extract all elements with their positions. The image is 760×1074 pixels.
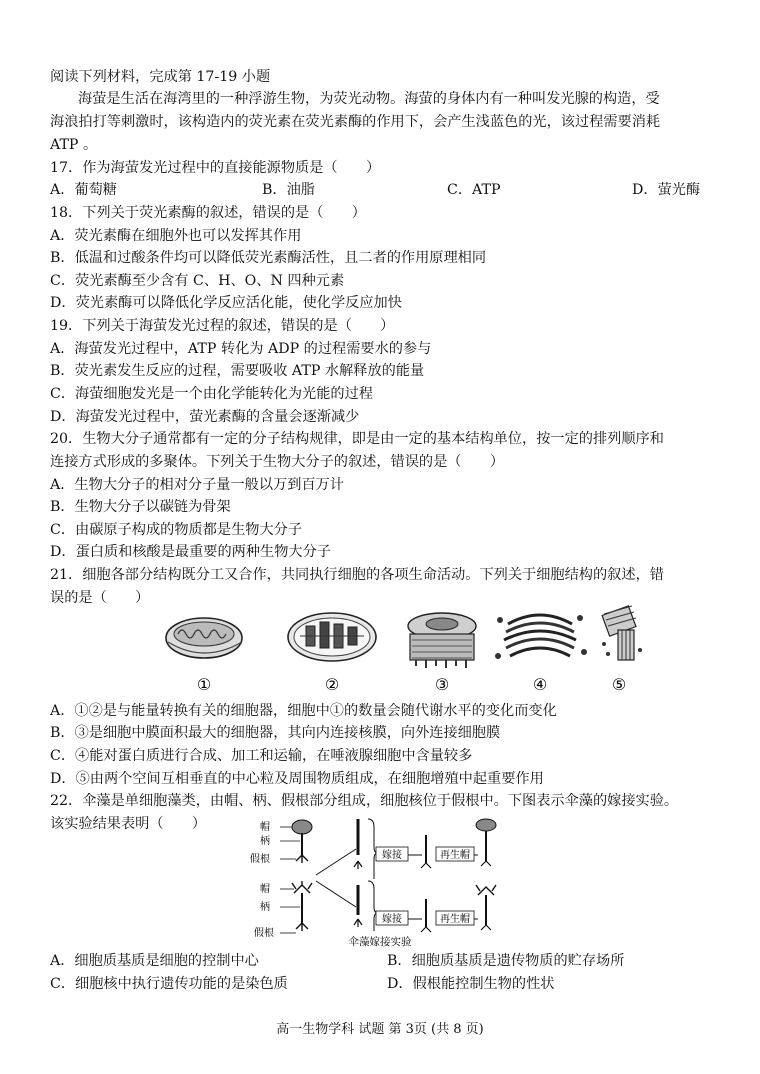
q20-stem-line-1: 20．生物大分子通常都有一定的分子结构规律，即是由一定的基本结构单位，按一定的排列顺序和 <box>50 431 664 447</box>
organelle-label-2: ② <box>324 675 340 694</box>
organelle-3-endoplasmic-reticulum <box>408 613 476 668</box>
organelle-label-4: ④ <box>532 675 548 694</box>
q20-option-a: A．生物大分子的相对分子量一般以万到百万计 <box>50 477 344 493</box>
q18-option-d: D．荧光素酶可以降低化学反应活化能，使化学反应加快 <box>50 295 402 311</box>
q20-option-d: D．蛋白质和核酸是最重要的两种生物大分子 <box>50 544 331 560</box>
q22-stem-line-1: 22．伞藻是单细胞藻类，由帽、柄、假根部分组成，细胞核位于假根中。下图表示伞藻的嫁接实验。 <box>50 793 679 809</box>
bottom-rhizoid-label: 假根 <box>254 928 274 939</box>
q17-option-b: B．油脂 <box>262 182 315 198</box>
organelle-2-chloroplast <box>288 613 376 661</box>
organelle-5-centrosome <box>602 606 642 660</box>
organelle-1-mitochondrion <box>166 618 242 658</box>
q18-option-a: A．荧光素酶在细胞外也可以发挥其作用 <box>50 228 302 244</box>
q17-stem: 17．作为海萤发光过程中的直接能源物质是（ ） <box>50 160 381 176</box>
q18-option-c: C．荧光素酶至少含有 C、H、O、N 四种元素 <box>50 273 345 289</box>
q21-option-b: B．③是细胞中膜面积最大的细胞器，其向内连接核膜，向外连接细胞膜 <box>50 725 501 741</box>
q20-option-c: C．由碳原子构成的物质都是生物大分子 <box>50 522 303 538</box>
passage-line-3: ATP 。 <box>50 137 98 153</box>
reading-intro: 阅读下列材料，完成第 17-19 小题 <box>50 69 271 85</box>
q19-option-d: D．海萤发光过程中，萤光素酶的含量会逐渐减少 <box>50 409 360 425</box>
q22-stem-line-2: 该实验结果表明（ ） <box>50 816 207 832</box>
q19-option-b: B．荧光素发生反应的过程，需要吸收 ATP 水解释放的能量 <box>50 363 425 379</box>
top-alga <box>280 820 312 863</box>
organelle-label-3: ③ <box>434 675 450 694</box>
organelle-figure <box>160 604 650 696</box>
q21-option-d: D．⑤由两个空间互相垂直的中心粒及周围物质组成，在细胞增殖中起重要作用 <box>50 771 544 787</box>
bottom-graft-label: 嫁接 <box>382 914 402 925</box>
q17-option-a: A．葡萄糖 <box>50 182 117 198</box>
q22-option-a: A．细胞质基质是细胞的控制中心 <box>50 953 259 969</box>
graft-figure-caption: 伞藻嫁接实验 <box>348 936 412 948</box>
q20-stem-line-2: 连接方式形成的多聚体。下列关于生物大分子的叙述，错误的是（ ） <box>50 454 505 470</box>
q17-option-c: C．ATP <box>447 182 501 198</box>
top-graft-label: 嫁接 <box>382 850 402 861</box>
q18-stem: 18．下列关于荧光素酶的叙述，错误的是（ ） <box>50 205 366 221</box>
q20-option-b: B．生物大分子以碳链为骨架 <box>50 499 231 515</box>
bottom-cap-label: 帽 <box>260 884 270 895</box>
bottom-regen-label: 再生帽 <box>440 914 470 925</box>
bottom-alga <box>280 881 312 933</box>
q21-option-c: C．④能对蛋白质进行合成、加工和运输，在唾液腺细胞中含量较多 <box>50 748 473 764</box>
top-rhizoid-label: 假根 <box>250 854 270 865</box>
top-stalk-label: 柄 <box>260 836 270 847</box>
q22-option-c: C．细胞核中执行遗传功能的是染色质 <box>50 976 288 992</box>
top-cap-label: 帽 <box>260 822 270 833</box>
q19-stem: 19．下列关于海萤发光过程的叙述，错误的是（ ） <box>50 318 395 334</box>
page-footer: 高一生物学科 试题 第 3页 (共 8 页) <box>276 1022 484 1037</box>
passage-line-1: 海萤是生活在海湾里的一种浮游生物，为荧光动物。海萤的身体内有一种叫发光腺的构造，受 <box>78 91 660 107</box>
acetabularia-graft-figure <box>250 815 500 949</box>
organelle-label-1: ① <box>196 675 212 694</box>
organelle-label-5: ⑤ <box>611 675 627 694</box>
organelle-4-golgi <box>495 615 587 659</box>
q17-option-d: D．萤光酶 <box>632 182 701 198</box>
q22-option-b: B．细胞质基质是遗传物质的贮存场所 <box>387 953 625 969</box>
q18-option-b: B．低温和过酸条件均可以降低荧光素酶活性，且二者的作用原理相同 <box>50 250 487 266</box>
q21-option-a: A．①②是与能量转换有关的细胞器，细胞中①的数量会随代谢水平的变化而变化 <box>50 703 557 719</box>
q21-stem-line-2: 误的是（ ） <box>50 590 150 606</box>
q19-option-a: A．海萤发光过程中，ATP 转化为 ADP 的过程需要水的参与 <box>50 341 432 357</box>
q19-option-c: C．海萤细胞发光是一个由化学能转化为光能的过程 <box>50 386 373 402</box>
top-regen-label: 再生帽 <box>440 850 470 861</box>
q22-option-d: D．假根能控制生物的性状 <box>387 976 555 992</box>
bottom-stalk-label: 柄 <box>260 902 270 913</box>
q21-stem-line-1: 21．细胞各部分结构既分工又合作，共同执行细胞的各项生命活动。下列关于细胞结构的叙述，错 <box>50 567 664 583</box>
passage-line-2: 海浪拍打等刺激时，该构造内的荧光素在荧光素酶的作用下，会产生浅蓝色的光，该过程需要消耗 <box>50 114 661 130</box>
